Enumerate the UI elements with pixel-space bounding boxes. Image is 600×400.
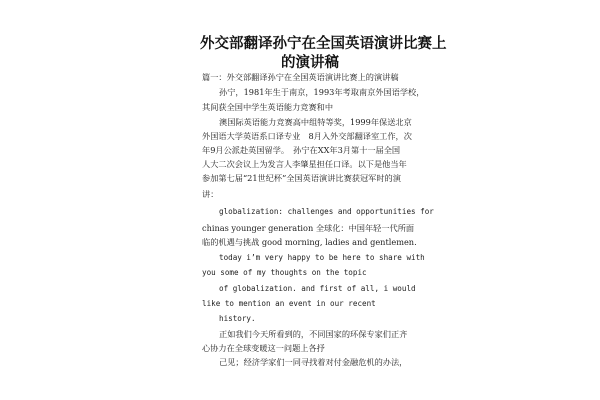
english-line: globalization: challenges and opportunities for: [219, 207, 434, 216]
body-line: 澳国际英语能力竞赛高中组特等奖，1999年保送北京: [219, 117, 412, 127]
mixed-line: chinas younger generation 全球化：中国年轻一代所面: [202, 223, 415, 233]
document-title-line-1: 外交部翻译孙宁在全国英语演讲比赛上: [200, 36, 447, 52]
body-line: 参加第七届“21世纪杯”全国英语演讲比赛获冠军时的演: [202, 173, 401, 183]
body-line: 正如我们今天所看到的，不同国家的环保专家们正齐: [219, 329, 408, 339]
document-title-line-2: 的演讲稿: [281, 55, 339, 71]
body-line: 其间获全国中学生英语能力竞赛和中: [202, 102, 334, 112]
body-line: 心协力在全球变暖这一问题上各抒: [202, 343, 325, 353]
english-line: of globalization. and first of all, i would: [219, 284, 416, 293]
english-line: like to mention an event in our recent: [202, 299, 376, 308]
body-line: 人大二次会议上为发言人李肇星担任口译。以下是他当年: [202, 159, 407, 169]
english-line: history.: [219, 314, 256, 323]
body-line: 孙宁，1981年生于南京，1993年考取南京外国语学校，: [219, 87, 425, 97]
mixed-line: 临的机遇与挑战 good morning, ladies and gentlemen.: [202, 237, 417, 247]
body-line: 讲：: [202, 189, 219, 199]
english-line: you some of my thoughts on the topic: [202, 268, 367, 277]
english-line: today i’m very happy to be here to share with: [219, 253, 425, 262]
body-line: 外国语大学英语系口译专业 8月入外交部翻译室工作，次: [202, 131, 412, 141]
body-line: 年9月公派赴英国留学。 孙宁在XX年3月第十一届全国: [202, 145, 401, 155]
subtitle-line: 篇一：外交部翻译孙宁在全国英语演讲比赛上的演讲稿: [202, 72, 399, 82]
body-line: 己见；经济学家们一同寻找着对付金融危机的办法，: [219, 357, 408, 367]
